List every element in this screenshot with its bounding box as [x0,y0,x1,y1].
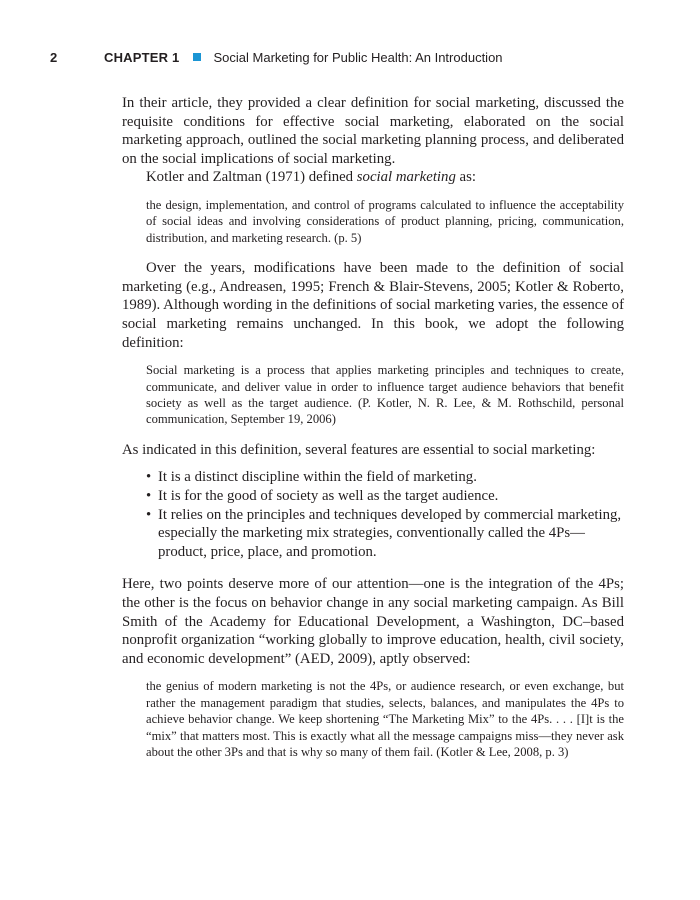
paragraph-4ps: Here, two points deserve more of our attention—one is the integration of the 4Ps; the other is the focus on behavior change in any social marketing campaign. As Bill Smith of the Academy for Educational Development, a Washington, DC–based nonprofit organization “working globally to improve education, health, civil society, and economic development” (AED, 2009), aptly observed: [122,576,624,667]
features-list [122,468,624,561]
block-quote-smith: the genius of modern marketing is not the 4Ps, or audience research, or even exchange, but rather the management paradigm that studies, selects, balances, and manipulates the 4Ps to achieve behavior change. We keep shortening “The Marketing Mix” to the 4Ps. . . . [I]t is the “mix” that matters most. This is exactly what all the message campaigns miss—they never ask about the other 3Ps and that is why so many of them fail. (Kotler & Lee, 2008, p. 3) [146,679,624,759]
list-item [146,468,624,487]
list-item-text: It is a distinct discipline within the field of marketing. [158,469,477,486]
paragraph-intro: In their article, they provided a clear definition for social marketing, discussed the requisite conditions for effective social marketing, elaborated on the social marketing approach, outlined the social marketing planning process, and deliberated on the social implications of social marketing. [122,95,624,167]
paragraph-modifications: Over the years, modifications have been made to the definition of social marketing (e.g., Andreasen, 1995; French & Blair-Stevens, 2005; Kotler & Roberto, 1989). Although wording in the definitions of social marketing varies, the essence of social marketing remains unchanged. In this book, we adopt the following definition: [122,260,624,351]
page-number: 2 [50,49,58,65]
bullet-icon: • [146,506,152,523]
list-item-text: It is for the good of society as well as the target audience. [158,487,499,504]
definition-lead-text: Kotler and Zaltman (1971) defined [146,169,357,186]
bullet-icon: • [146,469,152,486]
block-quote-kotler-zaltman: the design, implementation, and control of programs calculated to influence the acceptability of social ideas and involving considerations of product planning, pricing, communication, distribution, and marketing research. (p. 5) [146,197,624,245]
definition-term: social marketing [356,169,456,186]
running-header [50,47,503,67]
bullet-icon: • [146,487,152,504]
page-body [122,94,624,760]
paragraph-features-lead: As indicated in this definition, several features are essential to social marketing: [122,441,596,458]
block-quote-definition: Social marketing is a process that applies marketing principles and techniques to create, communicate, and deliver value in order to influence target audience behaviors that benefit society as well as the target audience. (P. Kotler, N. R. Lee, & M. Rothschild, personal communication, September 19, 2006) [146,363,624,427]
list-item [146,487,624,506]
blue-square-icon [193,53,201,61]
running-title: Social Marketing for Public Health: An Introduction [213,49,503,65]
list-item-text: It relies on the principles and techniques developed by commercial marketing, especially the marketing mix strategies, conventionally called the 4Ps—product, price, place, and promotion. [158,506,622,560]
chapter-label: CHAPTER 1 [104,49,180,65]
definition-lead-end: as: [455,169,476,186]
paragraph-definition-lead [122,168,624,187]
list-item [146,506,624,562]
